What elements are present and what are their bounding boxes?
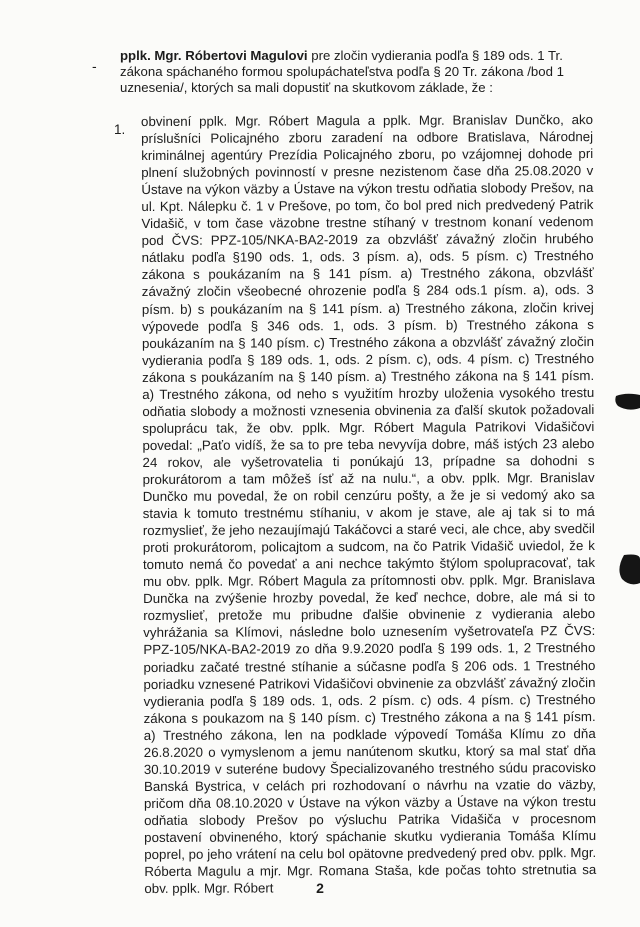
intro-text: pre zločin vydierania podľa § 189 ods. 1 Tr. zákona spáchaného formou spolupáchateľstva podľa § 20 Tr. zákona /bod 1 uznesenia/, ktorých sa mali dopustiť na skutkovom základe, že : bbox=[120, 48, 564, 96]
intro-paragraph bbox=[120, 48, 590, 97]
defendant-name: pplk. Mgr. Róbertovi Magulovi bbox=[120, 48, 308, 63]
item-number: 1. bbox=[114, 122, 126, 137]
item-text: obvinení pplk. Mgr. Róbert Magula a pplk. Mgr. Branislav Dunčko, ako príslušníci Policajného zboru zaradení na odbore Bratislava, Národnej kriminálnej agentúry Prezídia Policajného zboru, po vzájomnej dohode pri plnení služobných povinností v presne nezistenom čase dňa 25.08.2020 v Ústave na výkon väzby a Ústave na výkon trestu odňatia slobody Prešov, na ul. Kpt. Nálepku č. 1 v Prešove, po tom, čo bol pred nich predvedený Patrik Vidašič, v tom čase väzobne trestne stíhaný v trestnom konaní vedenom pod ČVS: PPZ-105/NKA-BA2-2019 za obzvlášť závažný zločin hrubého nátlaku podľa §190 ods. 1, ods. 3 písm. a), ods. 5 písm. c) Trestného zákona s poukázaním na § 141 písm. a) Trestného zákona, obzvlášť závažný zločin všeobecné ohrozenie podľa § 284 ods.1 písm. a), ods. 3 písm. b) s poukázaním na § 141 písm. a) Trestného zákona, zločin krivej výpovede podľa § 346 ods. 1, ods. 3 písm. b) Trestného zákona s poukázaním na § 140 písm. c) Trestného zákona a obzvlášť závažný zločin vydierania podľa § 189 ods. 1, ods. 2 písm. c), ods. 4 písm. c) Trestného zákona s poukázaním na § 140 písm. a) Trestného zákona na § 141 písm. a) Trestného zákona, od neho s využitím hrozby uloženia vysokého trestu odňatia slobody a možnosti vznesenia obvinenia za ďalší skutok požadovali spoluprácu tak, že obv. pplk. Mgr. Róbert Magula Patrikovi Vidašičovi povedal: „Paťo vidíš, že sa to pre teba nevyvíja dobre, máš istých 23 alebo 24 rokov, ale vyšetrovatelia ti ponúkajú 13, prípadne sa dohodni s prokurátorom a tam môžeš ísť až na nulu.“, a obv. pplk. Mgr. Branislav Dunčko mu povedal, že on robil cenzúru pošty, a že je si vedomý ako sa stavia k tomuto trestnému stíhaniu, v akom je stave, ale aj tak si to má rozmyslieť, že jeho nezaujímajú Takáčovci a staré veci, ale chce, aby svedčil proti prokurátorom, policajtom a sudcom, na čo Patrik Vidašič uviedol, že k tomuto nemá čo povedať a ani nechce takýmto štýlom spolupracovať, tak mu obv. pplk. Mgr. Róbert Magula za prítomnosti obv. pplk. Mgr. Branislava Dunčka na zvýšenie hrozby povedal, že keď nechce, dobre, ale má si to rozmyslieť, pretože mu pribudne ďalšie obvinenie z vydierania alebo vyhrážania sa Klímovi, následne bolo uznesením vyšetrovateľa PZ ČVS: PPZ-105/NKA-BA2-2019 zo dňa 9.9.2020 podľa § 199 ods. 1, 2 Trestného poriadku začaté trestné stíhanie a súčasne podľa § 206 ods. 1 Trestného poriadku vznesené Patrikovi Vidašičovi obvinenie za obzvlášť závažný zločin vydierania podľa § 189 ods. 1, ods. 2 písm. c) ods. 4 písm. c) Trestného zákona s poukazom na § 140 písm. c) Trestného zákona a na § 141 písm. a) Trestného zákona, len na podklade výpovedí Tomáša Klímu zo dňa 26.8.2020 o vymyslenom a jemu nanútenom skutku, ktorý sa mal stať dňa 30.10.2019 v suteréne budovy Špecializovaného trestného súdu pracovisko Banská Bystrica, v celách pri rozhodovaní o návrhu na vzatie do väzby, pričom dňa 08.10.2020 v Ústave na výkon väzby a Ústave na výkon trestu odňatia slobody Prešov po výsluchu Patrika Vidašiča v procesnom postavení obvineného, ktorý spáchanie skutku vydierania Tomáša Klímu poprel, po jeho vrátení na celu bol opätovne predvedený pred obv. pplk. Mgr. Róberta Magulu a mjr. Mgr. Romana Staša, kde počas tohto stretnutia sa obv. pplk. Mgr. Róbert bbox=[141, 112, 597, 897]
scan-mark-icon bbox=[616, 553, 640, 587]
page-number: 2 bbox=[316, 880, 324, 896]
scan-mark-icon bbox=[612, 392, 640, 412]
list-bullet: - bbox=[92, 58, 97, 74]
